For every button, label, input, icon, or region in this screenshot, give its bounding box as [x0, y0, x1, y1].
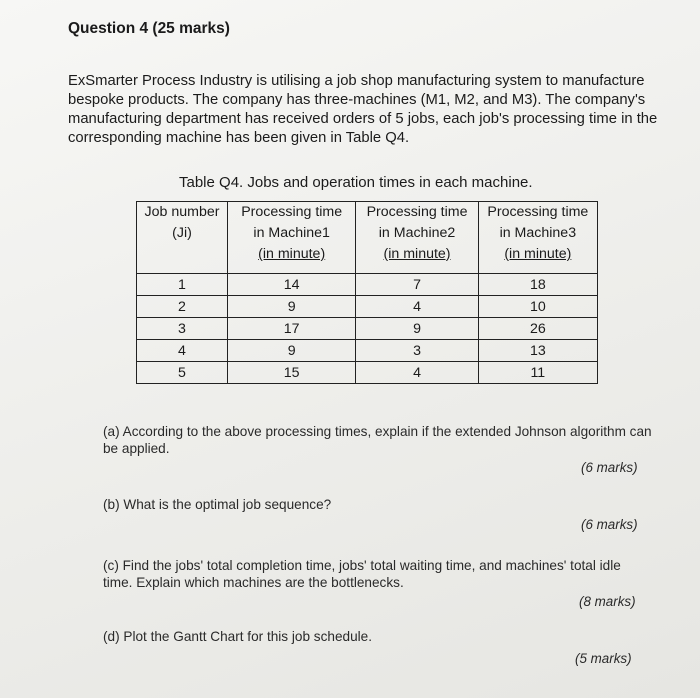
cell-job: 5 [137, 362, 228, 384]
jobs-table [136, 201, 598, 384]
cell-m2: 4 [356, 362, 478, 384]
header-machine2 [356, 202, 478, 274]
header-line: in Machine3 [499, 225, 577, 241]
cell-job: 2 [137, 296, 228, 318]
header-line: in Machine2 [378, 225, 456, 241]
header-line: Job number [144, 204, 220, 220]
cell-m1: 9 [227, 340, 355, 362]
cell-m2: 3 [356, 340, 478, 362]
question-c: (c) Find the jobs' total completion time, jobs' total waiting time, and machines' total idle time. Explain which machines are the bottlenecks. [103, 558, 621, 590]
table-row [137, 340, 598, 362]
question-d: (d) Plot the Gantt Chart for this job schedule. [103, 629, 372, 644]
question-a: (a) According to the above processing times, explain if the extended Johnson algorithm can be applied. [103, 424, 652, 456]
marks-b: (6 marks) [581, 517, 638, 532]
cell-m3: 11 [478, 362, 597, 384]
cell-m3: 10 [478, 296, 597, 318]
table-row [137, 362, 598, 384]
cell-m1: 15 [227, 362, 355, 384]
table-row [137, 296, 598, 318]
cell-m2: 7 [356, 274, 478, 296]
header-machine1 [227, 202, 355, 274]
header-line: Processing time [241, 204, 343, 220]
question-b: (b) What is the optimal job sequence? [103, 497, 332, 512]
header-line: (in minute) [258, 246, 326, 262]
header-line: Processing time [366, 204, 468, 220]
cell-m3: 18 [478, 274, 597, 296]
cell-job: 4 [137, 340, 228, 362]
table-header-row [137, 202, 598, 274]
question-heading: Question 4 (25 marks) [68, 20, 230, 37]
cell-m2: 4 [356, 296, 478, 318]
cell-m1: 9 [227, 296, 355, 318]
header-line: (in minute) [504, 246, 572, 262]
header-line: (in minute) [383, 246, 451, 262]
marks-d: (5 marks) [575, 651, 632, 666]
header-job-number [137, 202, 228, 274]
cell-job: 3 [137, 318, 228, 340]
cell-m3: 26 [478, 318, 597, 340]
intro-paragraph: ExSmarter Process Industry is utilising a job shop manufacturing system to manufacture bespoke products. The company has three-machines (M1, M2, and M3). The company's manufacturing department has received orders of 5 jobs, each job's processing time in the corresponding machine has been given in Table Q4. [68, 73, 658, 146]
cell-job: 1 [137, 274, 228, 296]
marks-a: (6 marks) [581, 460, 638, 475]
table-row [137, 274, 598, 296]
cell-m1: 17 [227, 318, 355, 340]
cell-m1: 14 [227, 274, 355, 296]
cell-m2: 9 [356, 318, 478, 340]
table-row [137, 318, 598, 340]
table-caption: Table Q4. Jobs and operation times in each machine. [179, 174, 533, 191]
header-line: in Machine1 [253, 225, 330, 241]
header-line: Processing time [487, 204, 589, 220]
marks-c: (8 marks) [579, 594, 636, 609]
header-machine3 [478, 202, 597, 274]
cell-m3: 13 [478, 340, 597, 362]
header-line: (Ji) [172, 225, 192, 241]
